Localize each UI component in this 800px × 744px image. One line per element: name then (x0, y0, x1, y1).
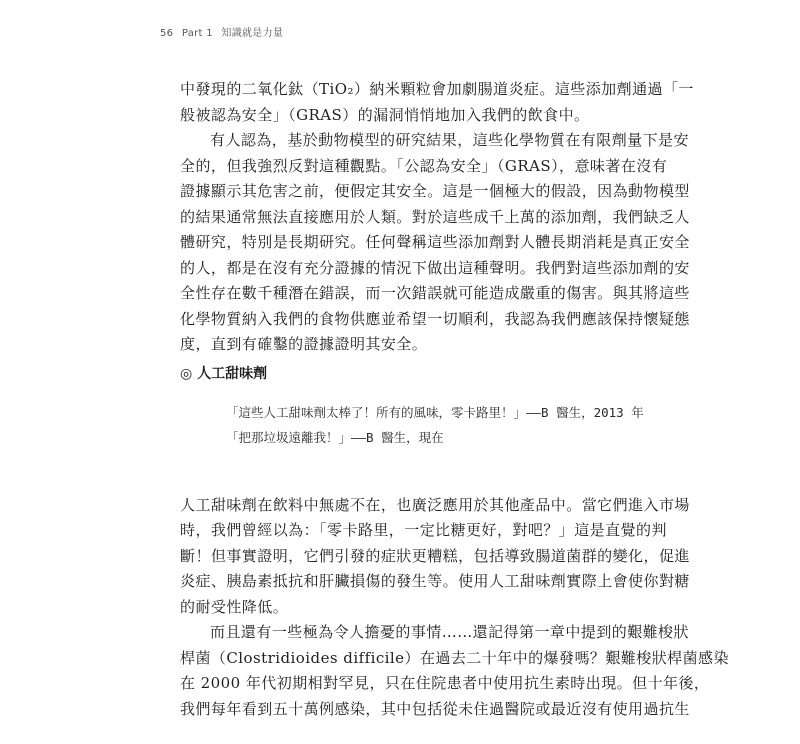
text-line: 時，我們曾經以為：「零卡路里，一定比糖更好，對吧？」這是直覺的判 (180, 521, 667, 539)
quote-line: 「把那垃圾遠離我！」——B 醫生，現在 (226, 429, 444, 445)
text-line: 在 2000 年代初期相對罕見，只在住院患者中使用抗生素時出現。但十年後， (180, 674, 710, 692)
text-line: 般被認為安全」（GRAS）的漏洞悄悄地加入我們的飲食中。 (180, 105, 590, 124)
text-line: 而且還有一些極為令人擔憂的事情……還記得第一章中提到的艱難梭狀 (210, 623, 689, 641)
text-line: 的耐受性降低。 (180, 597, 289, 616)
text-line: 的結果通常無法直接應用於人類。對於這些成千上萬的添加劑，我們缺乏人 (180, 207, 690, 226)
text-line: 炎症、胰島素抵抗和肝臟損傷的發生等。使用人工甜味劑實際上會使你對糖 (180, 572, 690, 590)
text-line: 證據顯示其危害之前，便假定其安全。這是一個極大的假設，因為動物模型 (180, 182, 690, 200)
paragraph-3 (180, 493, 690, 621)
text-line: 桿菌（Clostridioides difficile）在過去二十年中的爆發嗎？艱難梭狀桿菌感染 (180, 648, 729, 667)
text-line: 中發現的二氧化鈦（TiO₂）納米顆粒會加劇腸道炎症。這些添加劑通過「一 (180, 80, 694, 98)
text-line: 化學物質納入我們的食物供應並希望一切順利，我認為我們應該保持懷疑態 (180, 309, 690, 328)
text-line: 全性存在數千種潛在錯誤，而一次錯誤就可能造成嚴重的傷害。與其將這些 (180, 284, 690, 302)
part-label: Part 1 (181, 28, 213, 39)
epigraph (180, 400, 644, 450)
section-heading: ◎ 人工甜味劑 (180, 365, 268, 382)
paragraph-2 (180, 128, 690, 358)
quote-line: 「這些人工甜味劑太棒了！所有的風味，零卡路里！」——B 醫生，2013 年 (226, 404, 644, 420)
paragraph-4 (180, 620, 729, 722)
text-line: 斷！但事實證明，它們引發的症狀更糟糕，包括導致腸道菌群的變化，促進 (180, 546, 690, 565)
text-line: 度，直到有確鑿的證據證明其安全。 (180, 335, 428, 353)
paragraph-1 (180, 77, 694, 128)
chapter-title: 知識就是力量 (221, 28, 284, 39)
text-line: 我們每年看到五十萬例感染，其中包括從未住過醫院或最近沒有使用過抗生 (180, 699, 690, 718)
text-line: 人工甜味劑在飲料中無處不在，也廣泛應用於其他產品中。當它們進入市場 (180, 495, 690, 514)
text-line: 的人，都是在沒有充分證據的情況下做出這種聲明。我們對這些添加劑的安 (180, 258, 690, 277)
text-line: 有人認為，基於動物模型的研究結果，這些化學物質在有限劑量下是安 (210, 131, 689, 149)
text-line: 全的，但我強烈反對這種觀點。「公認為安全」（GRAS），意味著在沒有 (180, 156, 668, 175)
running-header (160, 24, 288, 39)
page-number: 56 (160, 28, 174, 39)
text-line: 體研究，特別是長期研究。任何聲稱這些添加劑對人體長期消耗是真正安全 (180, 233, 690, 251)
page-body (180, 77, 729, 722)
